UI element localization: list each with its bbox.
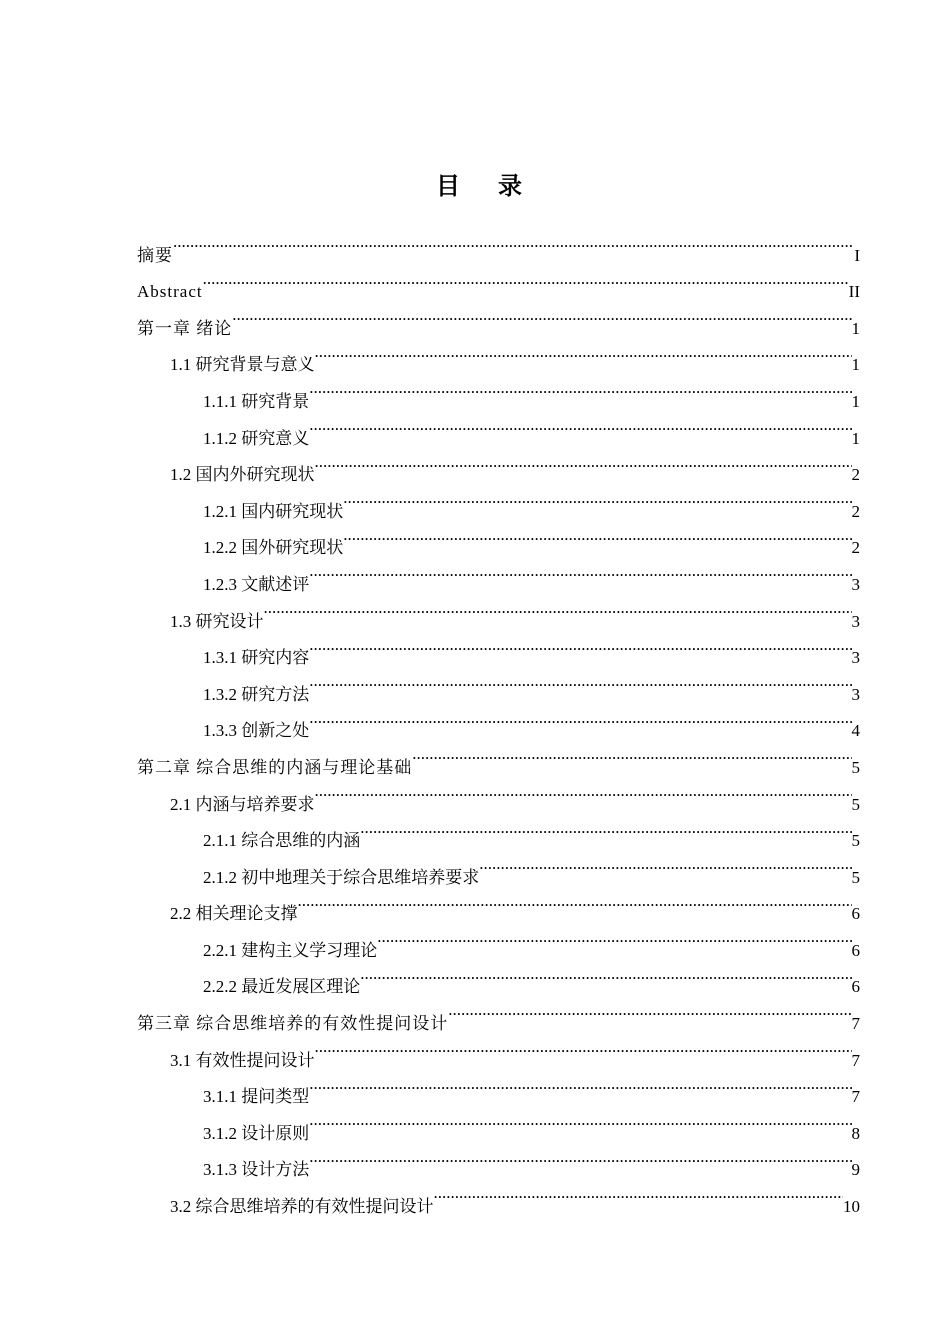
toc-entry-page-number: 4 [851,721,860,741]
toc-entry-title: 1.3.2 研究方法 [203,684,310,704]
toc-entry-title: 3.1.1 提问类型 [203,1087,310,1107]
toc-dot-leader [315,773,852,810]
toc-entry-title: 1.1.2 研究意义 [203,428,310,448]
toc-entry-page-number: 3 [851,684,860,704]
toc-entry-page-number: 6 [851,977,860,997]
toc-dot-leader [412,736,851,773]
toc-dot-leader [232,297,851,334]
toc-entry-title: 1.3.1 研究内容 [203,648,310,668]
toc-entry-title: 第二章 综合思维的内涵与理论基础 [137,757,413,777]
toc-dot-leader [309,407,851,444]
toc-entry-page-number: 5 [851,757,860,777]
toc-entry-page-number: 5 [851,831,860,851]
toc-entry-page-number: 5 [851,867,860,887]
toc-entry-page-number: 6 [851,904,860,924]
toc-entry-page-number: I [854,245,860,265]
toc-entry-title: 1.1.1 研究背景 [203,391,310,411]
toc-dot-leader [377,919,851,956]
toc-dot-leader [309,1139,851,1176]
toc-entry-page-number: 3 [851,611,860,631]
toc-entry-page-number: 5 [851,794,860,814]
toc-dot-leader [264,590,852,627]
toc-dot-leader [298,883,852,920]
toc-entry-page-number: 9 [851,1160,860,1180]
toc-dot-leader [309,627,851,664]
toc-entry-title: 1.1 研究背景与意义 [170,355,315,375]
toc-dot-leader [309,663,851,700]
toc-entry-page-number: 10 [843,1197,860,1217]
toc-entry-title: 2.1.1 综合思维的内涵 [203,831,361,851]
toc-entry-page-number: 7 [851,1087,860,1107]
toc-dot-leader [360,956,851,993]
toc-dot-leader [309,1066,851,1103]
toc-entry-title: 1.3 研究设计 [170,611,264,631]
toc-entry-page-number: II [848,282,860,302]
toc-dot-leader [203,261,849,298]
toc-entry-title: 1.3.3 创新之处 [203,721,310,741]
toc-entry-title: Abstract [137,282,203,302]
toc-entry-page-number: 1 [851,428,860,448]
toc-entry-title: 3.1 有效性提问设计 [170,1050,315,1070]
toc-entry-page-number: 7 [851,1050,860,1070]
toc-dot-leader [434,1175,844,1212]
toc-entry-title: 3.1.3 设计方法 [203,1160,310,1180]
toc-entry-page-number: 7 [851,1014,860,1034]
toc-entry-title: 2.2.1 建构主义学习理论 [203,940,378,960]
toc-entry-title: 2.1.2 初中地理关于综合思维培养要求 [203,867,480,887]
toc-entry[interactable] [137,334,860,375]
page-title: 目录 [436,172,560,200]
toc-dot-leader [309,370,851,407]
toc-entry-page-number: 1 [851,355,860,375]
toc-dot-leader [309,1102,851,1139]
toc-entry[interactable] [137,297,860,338]
toc-dot-leader [360,810,851,847]
toc-entry-title: 1.2.1 国内研究现状 [203,501,344,521]
toc-entry-title: 2.2.2 最近发展区理论 [203,977,361,997]
toc-entry-title: 3.1.2 设计原则 [203,1123,310,1143]
toc-entry-page-number: 1 [851,391,860,411]
toc-entry-page-number: 3 [851,648,860,668]
toc-dot-leader [315,444,852,481]
toc-entry-title: 2.1 内涵与培养要求 [170,794,315,814]
toc-entry-title: 1.2.3 文献述评 [203,574,310,594]
toc-dot-leader [343,517,851,554]
toc-entry-page-number: 8 [851,1123,860,1143]
toc-entry[interactable] [137,261,860,302]
toc-entry-page-number: 3 [851,574,860,594]
toc-entry-title: 3.2 综合思维培养的有效性提问设计 [170,1197,434,1217]
toc-entry-page-number: 2 [851,501,860,521]
toc-dot-leader [315,1029,852,1066]
toc-entry-title: 第三章 综合思维培养的有效性提问设计 [137,1014,449,1034]
toc-dot-leader [343,480,851,517]
toc-entry-title: 1.2.2 国外研究现状 [203,538,344,558]
toc-entry[interactable] [137,224,860,265]
toc-dot-leader [309,700,851,737]
toc-entry-title: 1.2 国内外研究现状 [170,465,315,485]
toc-entry-page-number: 2 [851,538,860,558]
toc-entry-page-number: 2 [851,465,860,485]
toc-dot-leader [315,334,852,371]
toc-entry-title: 第一章 绪论 [137,318,233,338]
toc-dot-leader [173,224,854,261]
toc-dot-leader [309,553,851,590]
toc-entry-page-number: 1 [851,318,860,338]
toc-dot-leader [448,992,851,1029]
toc-entry-title: 摘要 [137,245,173,265]
table-of-contents [137,224,860,1217]
toc-entry-title: 2.2 相关理论支撑 [170,904,298,924]
toc-entry-page-number: 6 [851,940,860,960]
toc-dot-leader [479,846,851,883]
